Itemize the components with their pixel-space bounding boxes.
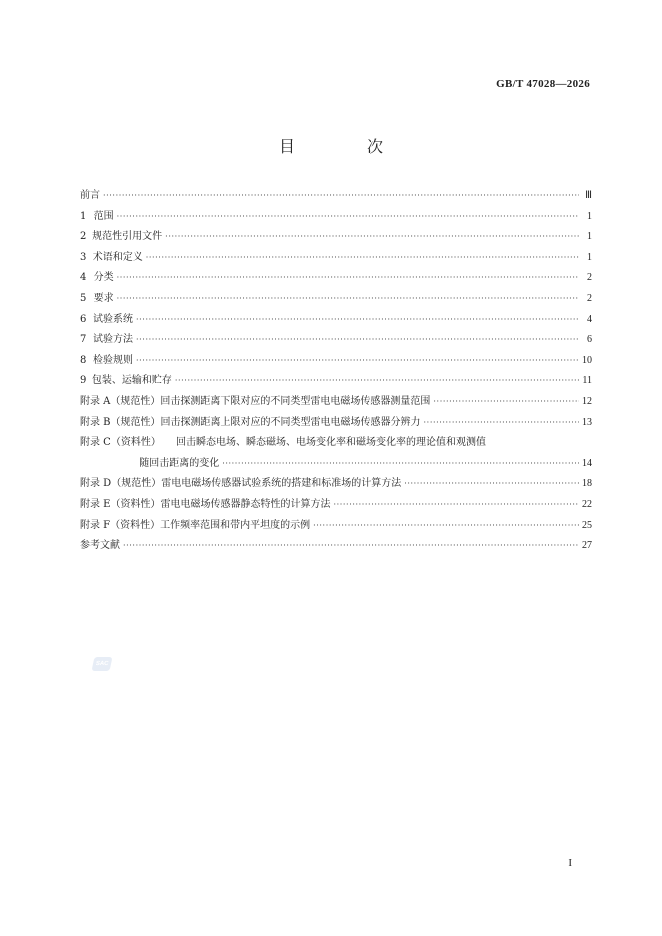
appendix-id: 附录 A（规范性） xyxy=(80,395,161,407)
toc-item-classification[interactable] xyxy=(80,268,592,289)
toc-item-test-system[interactable] xyxy=(80,310,592,331)
toc-label: 前言 xyxy=(80,190,100,201)
toc-item-inspection-rules[interactable] xyxy=(80,351,592,372)
toc-label-continued: 随回击距离的变化 xyxy=(139,457,220,469)
toc-label: 分类 xyxy=(93,272,114,284)
toc-label: 检验规则 xyxy=(93,354,134,366)
toc-label: 包装、运输和贮存 xyxy=(91,375,172,387)
toc-label: 回击探测距离下限对应的不同类型雷电电磁场传感器测量范围 xyxy=(160,395,431,407)
toc-label: 试验系统 xyxy=(93,313,134,325)
toc-number: 3 xyxy=(80,251,87,263)
toc-item-scope[interactable] xyxy=(80,207,592,228)
toc-page: 6 xyxy=(587,334,592,346)
toc-page: 2 xyxy=(587,292,592,304)
toc-page: 27 xyxy=(582,540,592,552)
toc-label: 要求 xyxy=(93,292,114,304)
toc-item-appendix-e[interactable] xyxy=(80,495,592,516)
standard-code: GB/T 47028—2026 xyxy=(496,78,590,90)
toc-item-appendix-f[interactable] xyxy=(80,516,592,537)
toc-number: 5 xyxy=(80,292,87,304)
toc-page: Ⅲ xyxy=(585,190,592,201)
table-of-contents xyxy=(80,186,592,557)
toc-item-appendix-d[interactable] xyxy=(80,474,592,495)
toc-item-test-methods[interactable] xyxy=(80,330,592,351)
toc-number: 8 xyxy=(80,354,87,366)
toc-page: 14 xyxy=(582,457,592,469)
toc-page: 1 xyxy=(587,251,592,263)
toc-item-terms[interactable] xyxy=(80,248,592,269)
toc-label: 工作频率范围和带内平坦度的示例 xyxy=(160,519,311,531)
toc-label: 雷电电磁场传感器静态特性的计算方法 xyxy=(160,498,331,510)
toc-number: 7 xyxy=(80,334,87,346)
appendix-id: 附录 B（规范性） xyxy=(80,416,161,428)
toc-label: 回击瞬态电场、瞬态磁场、电场变化率和磁场变化率的理论值和观测值 xyxy=(176,437,486,449)
toc-number: 2 xyxy=(80,231,87,243)
toc-label: 回击探测距离上限对应的不同类型雷电电磁场传感器分辨力 xyxy=(160,416,421,428)
toc-page: 1 xyxy=(587,231,592,243)
toc-item-packaging[interactable] xyxy=(80,371,592,392)
sac-watermark-logo xyxy=(92,657,113,671)
toc-item-appendix-c[interactable] xyxy=(80,433,592,454)
toc-label: 试验方法 xyxy=(93,334,134,346)
toc-item-requirements[interactable] xyxy=(80,289,592,310)
page-title: 目 次 xyxy=(278,137,411,156)
toc-page: 4 xyxy=(587,313,592,325)
toc-label: 参考文献 xyxy=(80,540,120,552)
toc-number: 9 xyxy=(80,375,87,387)
toc-number: 4 xyxy=(80,272,87,284)
toc-label: 范围 xyxy=(93,210,114,222)
toc-page: 13 xyxy=(582,416,592,428)
toc-page: 12 xyxy=(582,395,592,407)
appendix-id: 附录 C（资料性） xyxy=(80,437,161,449)
toc-label: 雷电电磁场传感器试验系统的搭建和标准场的计算方法 xyxy=(161,478,402,490)
toc-page: 1 xyxy=(587,210,592,222)
watermark-text: SAC xyxy=(95,661,109,667)
toc-item-foreword[interactable] xyxy=(80,186,592,207)
toc-page: 22 xyxy=(582,498,592,510)
toc-page: 25 xyxy=(582,519,592,531)
appendix-id: 附录 E（资料性） xyxy=(80,498,161,510)
toc-item-appendix-a[interactable] xyxy=(80,392,592,413)
appendix-id: 附录 F（资料性） xyxy=(80,519,161,531)
toc-number: 1 xyxy=(80,210,87,222)
toc-item-references[interactable] xyxy=(80,536,592,557)
toc-page: 18 xyxy=(582,478,592,490)
toc-number: 6 xyxy=(80,313,87,325)
toc-page: 2 xyxy=(587,272,592,284)
toc-page: 11 xyxy=(582,375,592,387)
toc-item-normative-references[interactable] xyxy=(80,227,592,248)
toc-label: 规范性引用文件 xyxy=(92,231,163,243)
toc-item-appendix-c-continued[interactable] xyxy=(80,454,592,475)
toc-page: 10 xyxy=(582,354,592,366)
page-number: I xyxy=(568,857,572,869)
appendix-id: 附录 D（规范性） xyxy=(80,478,162,490)
toc-item-appendix-b[interactable] xyxy=(80,413,592,434)
toc-label: 术语和定义 xyxy=(92,251,143,263)
